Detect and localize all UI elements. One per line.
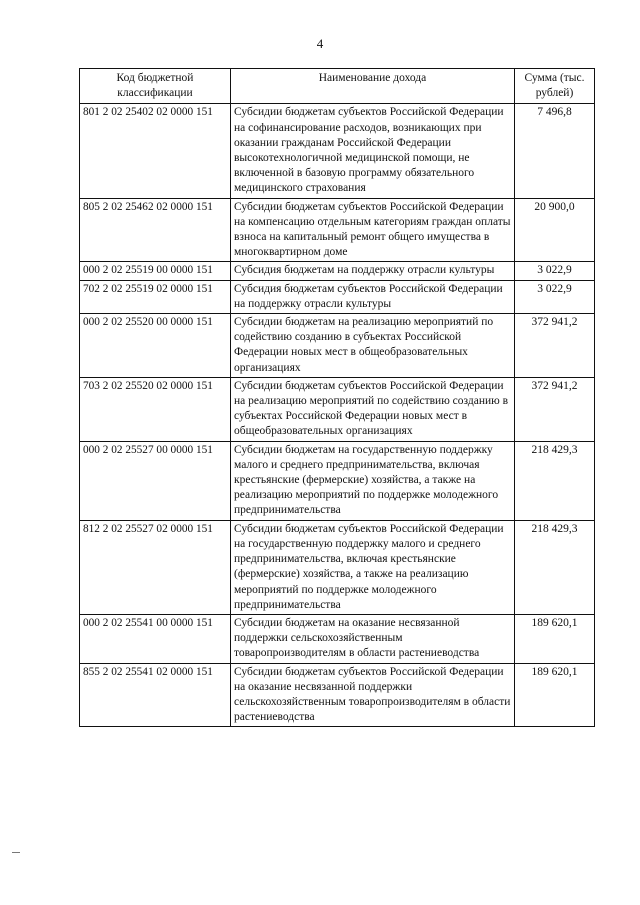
table-row bbox=[80, 280, 595, 313]
row-name: Субсидии бюджетам на государственную поддержку малого и среднего предпринимательства, включая крестьянские (фермерские) хозяйства, а также на реализацию мероприятий по поддержке молодежного предпринимательства bbox=[231, 441, 515, 520]
row-name: Субсидии бюджетам субъектов Российской Федерации на оказание несвязанной поддержки сельскохозяйственным товаропроизводителям в области растениеводства bbox=[231, 663, 515, 727]
table-row bbox=[80, 663, 595, 727]
row-sum: 189 620,1 bbox=[515, 614, 595, 663]
row-sum: 372 941,2 bbox=[515, 314, 595, 378]
row-code: 000 2 02 25520 00 0000 151 bbox=[80, 314, 231, 378]
table-row bbox=[80, 198, 595, 262]
row-code: 000 2 02 25527 00 0000 151 bbox=[80, 441, 231, 520]
table-row bbox=[80, 520, 595, 614]
row-sum: 218 429,3 bbox=[515, 441, 595, 520]
row-sum: 20 900,0 bbox=[515, 198, 595, 262]
table-row bbox=[80, 441, 595, 520]
row-sum: 218 429,3 bbox=[515, 520, 595, 614]
header-sum: Сумма (тыс. рублей) bbox=[515, 69, 595, 104]
table-row bbox=[80, 614, 595, 663]
row-sum: 189 620,1 bbox=[515, 663, 595, 727]
row-name: Субсидии бюджетам на оказание несвязанной поддержки сельскохозяйственным товаропроизводителям в области растениеводства bbox=[231, 614, 515, 663]
row-sum: 7 496,8 bbox=[515, 104, 595, 198]
table-header-row bbox=[80, 69, 595, 104]
row-code: 812 2 02 25527 02 0000 151 bbox=[80, 520, 231, 614]
table-row bbox=[80, 104, 595, 198]
table-row bbox=[80, 314, 595, 378]
row-sum: 372 941,2 bbox=[515, 377, 595, 441]
row-code: 703 2 02 25520 02 0000 151 bbox=[80, 377, 231, 441]
row-code: 702 2 02 25519 02 0000 151 bbox=[80, 280, 231, 313]
row-name: Субсидии бюджетам субъектов Российской Федерации на софинансирование расходов, возникающих при оказании гражданам Российской Федерации высокотехнологичной медицинской помощи, не включенной в базовую программу обязательного медицинского страхования bbox=[231, 104, 515, 198]
row-name: Субсидии бюджетам субъектов Российской Федерации на государственную поддержку малого и среднего предпринимательства, включая крестьянские (фермерские) хозяйства, а также на реализацию мероприятий по поддержке молодежного предпринимательства bbox=[231, 520, 515, 614]
row-name: Субсидия бюджетам субъектов Российской Федерации на поддержку отрасли культуры bbox=[231, 280, 515, 313]
row-code: 855 2 02 25541 02 0000 151 bbox=[80, 663, 231, 727]
table-row bbox=[80, 377, 595, 441]
row-code: 805 2 02 25462 02 0000 151 bbox=[80, 198, 231, 262]
header-code: Код бюджетной классификации bbox=[80, 69, 231, 104]
row-sum: 3 022,9 bbox=[515, 280, 595, 313]
page-number: 4 bbox=[316, 36, 324, 51]
row-name: Субсидия бюджетам на поддержку отрасли культуры bbox=[231, 262, 515, 280]
header-name: Наименование дохода bbox=[231, 69, 515, 104]
row-code: 801 2 02 25402 02 0000 151 bbox=[80, 104, 231, 198]
row-code: 000 2 02 25519 00 0000 151 bbox=[80, 262, 231, 280]
budget-revenue-table bbox=[79, 68, 595, 727]
row-name: Субсидии бюджетам субъектов Российской Федерации на реализацию мероприятий по содействию созданию в субъектах Российской Федерации новых мест в общеобразовательных организациях bbox=[231, 377, 515, 441]
row-sum: 3 022,9 bbox=[515, 262, 595, 280]
margin-mark bbox=[12, 852, 20, 853]
row-name: Субсидии бюджетам субъектов Российской Федерации на компенсацию отдельным категориям граждан оплаты взноса на капитальный ремонт общего имущества в многоквартирном доме bbox=[231, 198, 515, 262]
row-name: Субсидии бюджетам на реализацию мероприятий по содействию созданию в субъектах Российской Федерации новых мест в общеобразовательных организациях bbox=[231, 314, 515, 378]
table-row bbox=[80, 262, 595, 280]
row-code: 000 2 02 25541 00 0000 151 bbox=[80, 614, 231, 663]
